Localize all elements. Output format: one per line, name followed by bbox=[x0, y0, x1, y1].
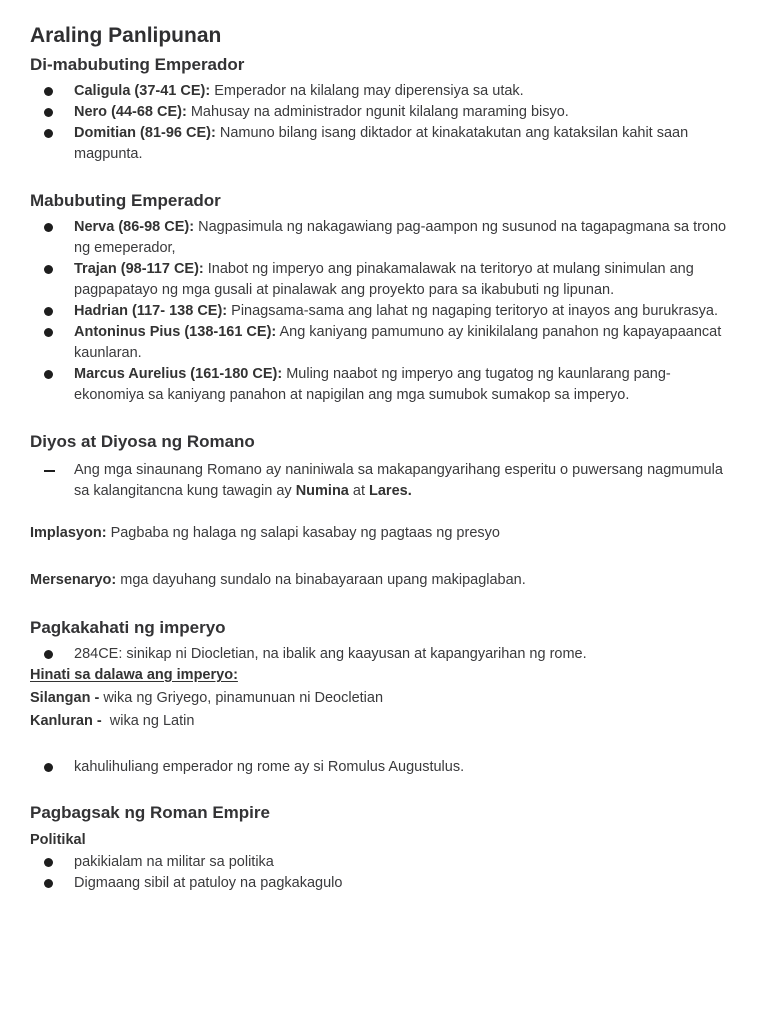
list-item bbox=[30, 364, 740, 406]
east-text: wika ng Griyego, pinamunuan ni Deocletian bbox=[99, 690, 384, 706]
bullet-icon bbox=[44, 370, 53, 379]
list-item bbox=[30, 217, 740, 259]
emperor-desc: Emperador na kilalang may diperensiya sa utak. bbox=[210, 83, 524, 99]
west-line bbox=[30, 711, 740, 732]
fall-item-text: pakikialam na militar sa politika bbox=[74, 854, 274, 870]
emperor-desc: Mahusay na administrador ngunit kilalang maraming bisyo. bbox=[186, 104, 569, 120]
emperor-name: Hadrian (117- 138 CE): bbox=[74, 303, 228, 319]
list-item bbox=[30, 852, 740, 873]
gods-list bbox=[30, 460, 740, 502]
division-subheading-text: Hinati sa dalawa ang imperyo: bbox=[30, 667, 238, 683]
last-emperor-text: kahulihuliang emperador ng rome ay si Romulus Augustulus. bbox=[74, 759, 465, 775]
west-term: Kanluran - bbox=[30, 713, 102, 729]
page-title: Araling Panlipunan bbox=[30, 24, 222, 47]
west-text: wika ng Latin bbox=[101, 713, 195, 729]
heading-good-emperors: Mabubuting Emperador bbox=[30, 191, 221, 210]
division-text: 284CE: sinikap ni Diocletian, na ibalik ang kaayusan at kapangyarihan ng rome. bbox=[74, 646, 587, 662]
heading-gods: Diyos at Diyosa ng Romano bbox=[30, 432, 255, 451]
lares-term: Lares. bbox=[369, 483, 412, 499]
east-line bbox=[30, 688, 740, 709]
implasyon-text: Pagbaba ng halaga ng salapi kasabay ng pagtaas ng presyo bbox=[106, 525, 500, 541]
division-list-2 bbox=[30, 757, 740, 778]
emperor-desc: Pinagsama-sama ang lahat ng nagaping teritoryo at inayos ang burukrasya. bbox=[227, 303, 719, 319]
list-item bbox=[30, 102, 740, 123]
emperor-desc: Ang kaniyang pamumuno ay kinikilalang panahon ng kapayapaancat kaunlaran. bbox=[74, 324, 722, 361]
list-item bbox=[30, 644, 740, 665]
mersenaryo-definition bbox=[30, 570, 740, 591]
heading-bad-emperors: Di-mabubuting Emperador bbox=[30, 55, 245, 74]
bullet-icon bbox=[44, 108, 53, 117]
implasyon-definition bbox=[30, 523, 740, 544]
bullet-icon bbox=[44, 87, 53, 96]
bullet-icon bbox=[44, 858, 53, 867]
division-subheading bbox=[30, 665, 740, 686]
bullet-icon bbox=[44, 763, 53, 772]
emperor-desc: Muling naabot ng imperyo ang tugatog ng kaunlarang pang-ekonomiya sa kaniyang panahon at napigilan ang mga sumubok sumakop sa imperyo. bbox=[74, 366, 671, 403]
dash-icon bbox=[44, 470, 55, 472]
bullet-icon bbox=[44, 223, 53, 232]
list-item bbox=[30, 873, 740, 894]
emperor-name: Nerva (86-98 CE): bbox=[74, 219, 195, 235]
fall-subheading bbox=[30, 830, 740, 851]
emperor-desc: Namuno bilang isang diktador at kinakatakutan ang kataksilan kahit saan magpunta. bbox=[74, 125, 689, 162]
list-item bbox=[30, 123, 740, 165]
politikal-label: Politikal bbox=[30, 832, 86, 848]
list-item bbox=[30, 301, 740, 322]
emperor-desc: Nagpasimula ng nakagawiang pag-aampon ng susunod na tagapagmana sa trono ng emeperador, bbox=[74, 219, 727, 256]
fall-item-text: Digmaang sibil at patuloy na pagkakagulo bbox=[74, 875, 343, 891]
emperor-name: Caligula (37-41 CE): bbox=[74, 83, 211, 99]
bullet-icon bbox=[44, 328, 53, 337]
list-item bbox=[30, 81, 740, 102]
mersenaryo-text: mga dayuhang sundalo na binabayaraan upang makipaglaban. bbox=[116, 572, 526, 588]
emperor-name: Domitian (81-96 CE): bbox=[74, 125, 216, 141]
emperor-name: Trajan (98-117 CE): bbox=[74, 261, 204, 277]
numina-term: Numina bbox=[295, 483, 349, 499]
list-item bbox=[30, 259, 740, 301]
bullet-icon bbox=[44, 265, 53, 274]
implasyon-term: Implasyon: bbox=[30, 525, 107, 541]
gods-and: at bbox=[348, 483, 370, 499]
gods-text: Ang mga sinaunang Romano ay naniniwala sa makapangyarihang esperitu o puwersang nagmumula sa kalangitancna kung tawagin ay bbox=[74, 462, 723, 499]
heading-fall: Pagbagsak ng Roman Empire bbox=[30, 803, 270, 822]
emperor-name: Antoninus Pius (138-161 CE): bbox=[74, 324, 277, 340]
emperor-name: Marcus Aurelius (161-180 CE): bbox=[74, 366, 283, 382]
bullet-icon bbox=[44, 879, 53, 888]
list-item bbox=[30, 757, 740, 778]
list-item bbox=[30, 322, 740, 364]
mersenaryo-term: Mersenaryo: bbox=[30, 572, 117, 588]
emperor-name: Nero (44-68 CE): bbox=[74, 104, 187, 120]
bullet-icon bbox=[44, 650, 53, 659]
heading-division: Pagkakahati ng imperyo bbox=[30, 618, 226, 637]
list-item bbox=[30, 460, 740, 502]
good-emperors-list bbox=[30, 217, 740, 406]
division-list bbox=[30, 644, 740, 665]
emperor-desc: Inabot ng imperyo ang pinakamalawak na teritoryo at mulang sinimulan ang pagpapatayo ng mga gusali at pinalawak ang proyekto para sa ikabubuti ng lipunan. bbox=[74, 261, 694, 298]
fall-list bbox=[30, 852, 740, 894]
bad-emperors-list bbox=[30, 81, 740, 165]
bullet-icon bbox=[44, 129, 53, 138]
document-page bbox=[30, 22, 740, 894]
east-term: Silangan - bbox=[30, 690, 100, 706]
bullet-icon bbox=[44, 307, 53, 316]
